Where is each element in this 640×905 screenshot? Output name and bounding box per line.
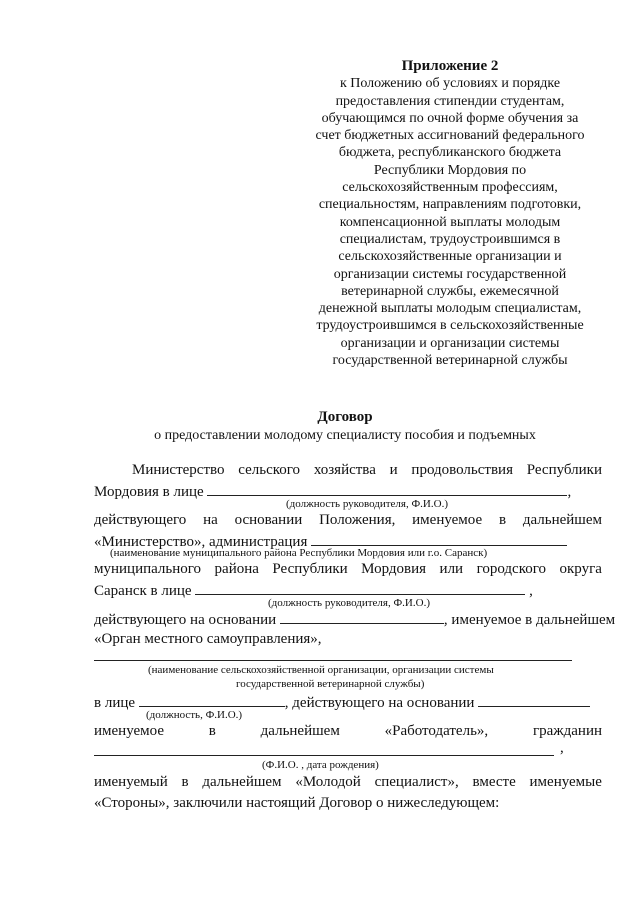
appendix-line: обучающимся по очной форме обучения за bbox=[321, 110, 579, 126]
appendix-header bbox=[300, 58, 600, 369]
word: Мордовия bbox=[361, 561, 427, 577]
caption-position: (должность, Ф.И.О.) bbox=[146, 709, 243, 721]
local-government-line bbox=[94, 631, 602, 648]
word: именуемые bbox=[529, 774, 602, 790]
ministry-official-field[interactable] bbox=[207, 482, 567, 496]
word: Республики bbox=[526, 462, 602, 478]
appendix-line: специальностям, направлениям подготовки, bbox=[318, 197, 582, 213]
municipal-official-field[interactable] bbox=[195, 581, 525, 595]
appendix-line: специалистам, трудоустроившимся в bbox=[339, 231, 561, 247]
word: округа bbox=[559, 561, 602, 577]
word: и bbox=[389, 462, 398, 478]
word: хозяйства bbox=[313, 462, 376, 478]
ministry-line-2: Мордовия в лице , bbox=[94, 484, 572, 500]
word: муниципального bbox=[94, 561, 202, 577]
administration-field[interactable] bbox=[311, 532, 567, 546]
word: или bbox=[439, 561, 464, 577]
appendix-title: Приложение 2 bbox=[401, 58, 499, 74]
caption-organization-2: государственной ветеринарной службы) bbox=[236, 678, 425, 690]
caption-municipal: (наименование муниципального района Республики Мордовия или г.о. Саранск) bbox=[110, 547, 488, 559]
word: дальнейшем bbox=[202, 774, 282, 790]
basis-end: , именуемое в дальнейшем bbox=[443, 612, 616, 628]
appendix-line: счет бюджетных ассигнований федерального bbox=[315, 128, 585, 144]
word: в bbox=[208, 723, 216, 739]
word: вместе bbox=[472, 774, 516, 790]
specialist-line bbox=[94, 774, 602, 791]
word: продовольствия bbox=[411, 462, 513, 478]
word: именуемый bbox=[94, 774, 168, 790]
appendix-line: предоставления стипендии студентам, bbox=[335, 93, 565, 109]
word: дальнейшем bbox=[522, 512, 602, 528]
word: сельского bbox=[238, 462, 301, 478]
word: Положения, bbox=[319, 512, 396, 528]
word: основании bbox=[234, 512, 303, 528]
ministry-label: Мордовия в лице bbox=[94, 484, 204, 500]
ministry-line bbox=[132, 462, 602, 479]
representative-basis-field[interactable] bbox=[478, 693, 590, 707]
local-government-label: «Орган местного самоуправления», bbox=[94, 631, 322, 647]
appendix-line: Республики Мордовия по bbox=[373, 162, 527, 178]
representative-label: в лице bbox=[94, 695, 136, 711]
word: именуемое bbox=[94, 723, 164, 739]
appendix-line: ветеринарной службы, ежемесячной bbox=[341, 283, 559, 299]
saransk-label: Саранск в лице bbox=[94, 583, 192, 599]
word: дальнейшем bbox=[260, 723, 340, 739]
basis-line bbox=[94, 512, 602, 529]
word: на bbox=[203, 512, 218, 528]
word: именуемое bbox=[412, 512, 483, 528]
contract-subtitle: о предоставлении молодому специалисту пособия и подъемных bbox=[154, 428, 536, 443]
appendix-lines bbox=[300, 75, 600, 369]
representative-basis-label: , действующего на основании bbox=[284, 695, 475, 711]
word: «Работодатель», bbox=[384, 723, 489, 739]
organization-field[interactable] bbox=[94, 660, 572, 661]
caption-fio: (Ф.И.О. , дата рождения) bbox=[262, 759, 379, 771]
appendix-line: организации системы государственной bbox=[333, 266, 567, 282]
caption-organization-1: (наименование сельскохозяйственной организации, организации системы bbox=[148, 664, 494, 676]
word: действующего bbox=[94, 512, 187, 528]
word: гражданин bbox=[532, 723, 602, 739]
administration-label: «Министерство», администрация bbox=[94, 534, 308, 550]
appendix-line: бюджета, республиканского бюджета bbox=[338, 145, 562, 161]
caption-official: (должность руководителя, Ф.И.О.) bbox=[286, 498, 448, 510]
parties-label: «Стороны», заключили настоящий Договор о нижеследующем: bbox=[94, 795, 500, 811]
appendix-line: организации и организации системы bbox=[340, 335, 560, 351]
word: в bbox=[498, 512, 507, 528]
parties-line bbox=[94, 795, 602, 812]
caption-official-2: (должность руководителя, Ф.И.О.) bbox=[268, 597, 430, 609]
appendix-line: компенсационной выплаты молодым bbox=[339, 214, 561, 230]
word: Министерство bbox=[132, 462, 225, 478]
appendix-line: сельскохозяйственные организации и bbox=[338, 249, 562, 265]
saransk-line: Саранск в лице , bbox=[94, 583, 533, 599]
basis-label: действующего на основании bbox=[94, 612, 277, 628]
employer-line bbox=[94, 723, 602, 740]
appendix-line: трудоустроившимся в сельскохозяйственные bbox=[316, 318, 584, 334]
citizen-comma: , bbox=[560, 740, 564, 756]
word: «Молодой bbox=[295, 774, 361, 790]
word: городского bbox=[476, 561, 547, 577]
appendix-line: денежной выплаты молодым специалистам, bbox=[318, 301, 582, 317]
appendix-line: к Положению об условиях и порядке bbox=[339, 76, 561, 92]
word: Республики bbox=[272, 561, 348, 577]
representative-field[interactable] bbox=[139, 693, 285, 707]
basis-field[interactable] bbox=[280, 610, 444, 624]
appendix-line: государственной ветеринарной службы bbox=[332, 353, 568, 369]
basis-line-2 bbox=[94, 610, 616, 629]
word: специалист», bbox=[374, 774, 459, 790]
contract-title: Договор bbox=[317, 409, 373, 425]
citizen-field[interactable] bbox=[94, 755, 554, 756]
word: в bbox=[181, 774, 189, 790]
word: района bbox=[214, 561, 259, 577]
appendix-line: сельскохозяйственным профессиям, bbox=[342, 180, 558, 196]
municipal-line bbox=[94, 561, 602, 578]
